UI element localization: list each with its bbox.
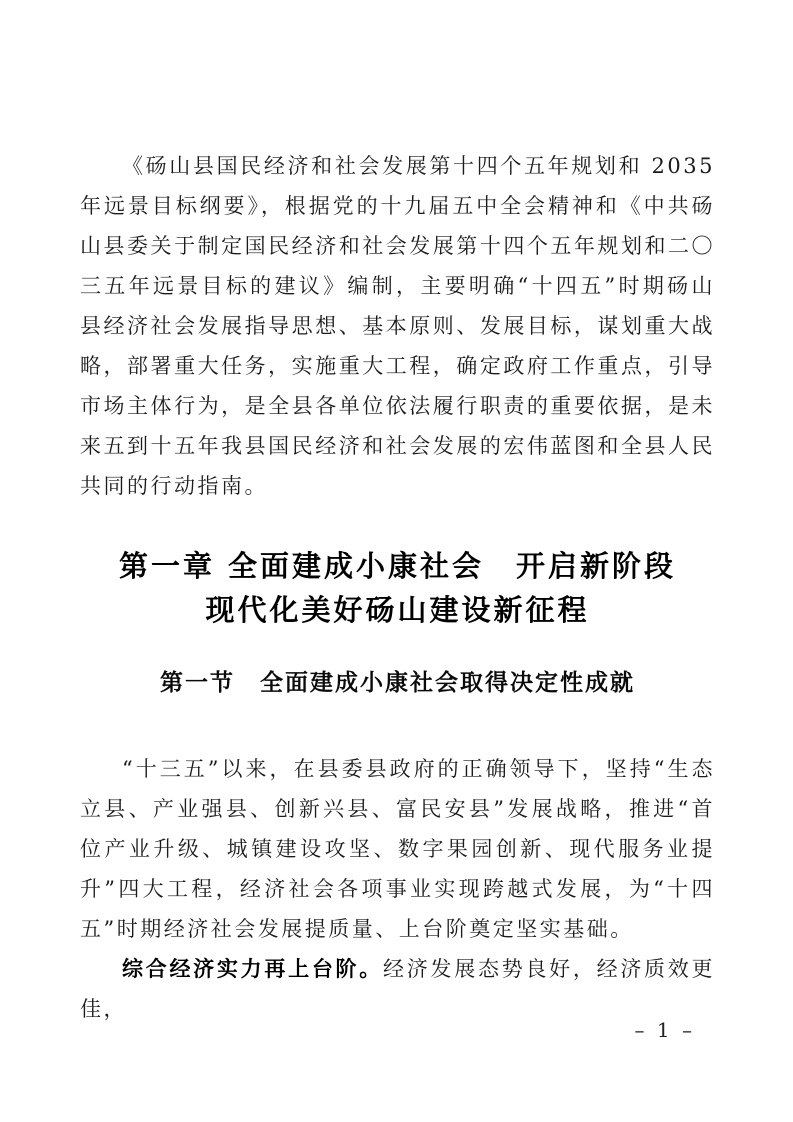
achievement-paragraph (80, 949, 715, 1029)
page-number: – 1 – (634, 1018, 695, 1042)
achievement-lead-text: 综合经济实力再上台阶。 (122, 956, 384, 981)
intro-paragraph: 《砀山县国民经济和社会发展第十四个五年规划和 2035 年远景目标纲要》，根据党的十九届五中全会精神和《中共砀山县委关于制定国民经济和社会发展第十四个五年规划和二〇三五年远景目标的建议》编制，主要明确“十四五”时期砀山县经济社会发展指导思想、基本原则、发展目标，谋划重大战略，部署重大任务，实施重大工程，确定政府工作重点，引导市场主体行为，是全县各单位依法履行职责的重要依据，是未来五到十五年我县国民经济和社会发展的宏伟蓝图和全县人民共同的行动指南。 (80, 154, 715, 498)
section-paragraph: “十三五”以来，在县委县政府的正确领导下，坚持“生态立县、产业强县、创新兴县、富民安县”发展战略，推进“首位产业升级、城镇建设攻坚、数字果园创新、现代服务业提升”四大工程，经济社会各项事业实现跨越式发展，为“十四五”时期经济社会发展提质量、上台阶奠定坚实基础。 (80, 757, 715, 941)
chapter-title-line1: 第一章 全面建成小康社会 开启新阶段 (118, 549, 677, 583)
chapter-title-line2: 现代化美好砀山建设新征程 (205, 593, 590, 627)
section-title: 第一节 全面建成小康社会取得决定性成就 (160, 670, 635, 696)
achievement-body-text: 经济发展态势良好，经济质效更佳， (80, 957, 716, 1021)
chapter-title (80, 544, 715, 632)
